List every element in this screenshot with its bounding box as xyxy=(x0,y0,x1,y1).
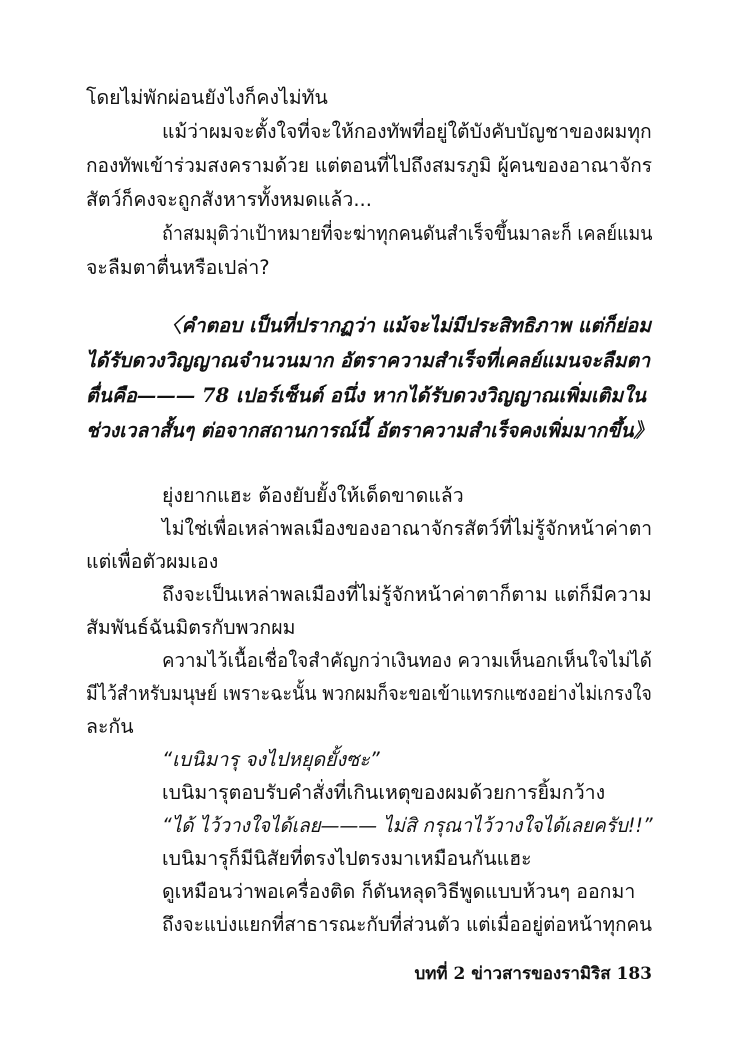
text-line: เบนิมารุตอบรับคำสั่งที่เกินเหตุของผมด้วยการยิ้มกว้าง xyxy=(162,781,606,804)
text-line: ถ้าสมมุติว่าเป้าหมายที่จะฆ่าทุกคนดันสำเร็จขึ้นมาละก็ เคลย์แมน xyxy=(162,222,653,245)
text-line: ถึงจะแบ่งแยกที่สาธารณะกับที่ส่วนตัว แต่เมื่ออยู่ต่อหน้าทุกคน xyxy=(162,913,653,936)
text-line: โดยไม่พักผ่อนยังไงก็คงไม่ทัน xyxy=(86,86,328,109)
text-line: ยุ่งยากแฮะ ต้องยับยั้งให้เด็ดขาดแล้ว xyxy=(162,484,464,507)
answer-line: ช่วงเวลาสั้นๆ ต่อจากสถานการณ์นี้ อัตราความสำเร็จคงเพิ่มมากขึ้น》 xyxy=(86,419,653,442)
text-line: ถึงจะเป็นเหล่าพลเมืองที่ไม่รู้จักหน้าค่าตาก็ตาม แต่ก็มีความ xyxy=(162,583,652,606)
answer-line: ได้รับดวงวิญญาณจำนวนมาก อัตราความสำเร็จที่เคลย์แมนจะลืมตา xyxy=(86,349,651,372)
answer-line: 〈คำตอบ เป็นที่ปรากฏว่า แม้จะไม่มีประสิทธิภาพ แต่ก็ย่อม xyxy=(162,314,651,337)
page-footer: บทที่ 2 ข่าวสารของรามิริส 183 xyxy=(414,964,652,984)
text-line: จะลืมตาตื่นหรือเปล่า? xyxy=(86,256,270,279)
answer-line: ตื่นคือ——— 78 เปอร์เซ็นต์ อนึ่ง หากได้รับดวงวิญญาณเพิ่มเติมใน xyxy=(86,384,646,407)
text-line: กองทัพเข้าร่วมสงครามด้วย แต่ตอนที่ไปถึงสมรภูมิ ผู้คนของอาณาจักร xyxy=(86,154,653,177)
dialogue-line: “เบนิมารุ จงไปหยุดยั้งซะ” xyxy=(162,748,380,771)
text-line: แม้ว่าผมจะตั้งใจที่จะให้กองทัพที่อยู่ใต้บังคับบัญชาของผมทุก xyxy=(162,120,652,143)
text-line: ความไว้เนื้อเชื่อใจสำคัญกว่าเงินทอง ความเห็นอกเห็นใจไม่ได้ xyxy=(162,649,652,672)
text-line: เบนิมารุก็มีนิสัยที่ตรงไปตรงมาเหมือนกันแฮะ xyxy=(162,847,532,870)
text-line: ดูเหมือนว่าพอเครื่องติด ก็ดันหลุดวิธีพูดแบบห้วนๆ ออกมา xyxy=(162,880,636,903)
dialogue-line: “ได้ ไว้วางใจได้เลย——— ไม่สิ กรุณาไว้วางใจได้เลยครับ!!” xyxy=(162,814,653,837)
text-line: สัมพันธ์ฉันมิตรกับพวกผม xyxy=(86,616,296,639)
text-line: ไม่ใช่เพื่อเหล่าพลเมืองของอาณาจักรสัตว์ที่ไม่รู้จักหน้าค่าตา xyxy=(162,517,653,540)
text-line: สัตว์ก็คงจะถูกสังหารทั้งหมดแล้ว... xyxy=(86,188,372,211)
text-line: มีไว้สำหรับมนุษย์ เพราะฉะนั้น พวกผมก็จะขอเข้าแทรกแซงอย่างไม่เกรงใจ xyxy=(86,682,652,705)
text-line: แต่เพื่อตัวผมเอง xyxy=(86,550,219,573)
text-line: ละกัน xyxy=(86,715,134,738)
